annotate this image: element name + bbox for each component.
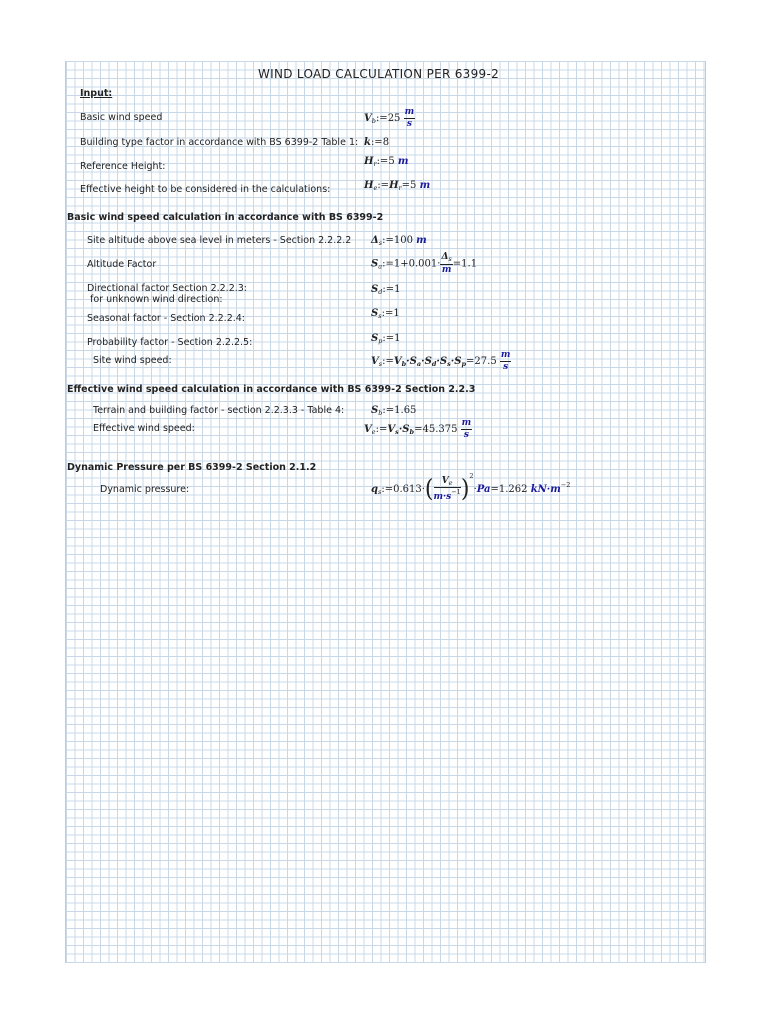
label-dynamic-pressure: Dynamic pressure: bbox=[100, 484, 190, 495]
label-effective-wind-speed: Effective wind speed: bbox=[93, 423, 195, 434]
page-title: WIND LOAD CALCULATION PER 6399-2 bbox=[258, 67, 500, 81]
label-seasonal-factor: Seasonal factor - Section 2.2.2.4: bbox=[87, 313, 246, 324]
eq-directional-factor: $S_d:=1$ bbox=[371, 284, 401, 296]
label-building-type-factor: Building type factor in accordance with BS 6399-2 Table 1: bbox=[80, 137, 359, 148]
eq-terrain-building-factor: $S_b:=1.65$ bbox=[371, 405, 417, 417]
label-altitude-factor: Altitude Factor bbox=[87, 259, 157, 270]
section-dynamic-pressure: Dynamic Pressure per BS 6399-2 Section 2.1.2 bbox=[67, 462, 317, 473]
label-probability-factor: Probability factor - Section 2.2.2.5: bbox=[87, 337, 253, 348]
label-basic-wind-speed: Basic wind speed bbox=[80, 112, 163, 123]
section-basic-wind-speed: Basic wind speed calculation in accordance with BS 6399-2 bbox=[67, 212, 384, 223]
label-directional-factor: Directional factor Section 2.2.2.3: bbox=[87, 283, 248, 294]
eq-probability-factor: $S_p:=1$ bbox=[371, 333, 401, 345]
eq-building-type-factor: k:=8 bbox=[364, 137, 390, 148]
label-site-wind-speed: Site wind speed: bbox=[93, 355, 172, 366]
eq-effective-height: $H_e:=H_r=5$ m bbox=[364, 180, 431, 192]
label-reference-height: Reference Height: bbox=[80, 161, 166, 172]
eq-reference-height: $H_r:=5$ m bbox=[364, 156, 409, 168]
eq-altitude-factor: $S_a:=1+0.001\cdot$ $\frac{\Delta_s}{m}$ =1.1 bbox=[371, 252, 478, 275]
eq-effective-wind-speed: $V_e:=V_s\cdot S_b=45.375$ $\frac{m}{s}$ bbox=[364, 418, 472, 440]
input-heading: Input: bbox=[80, 88, 113, 99]
label-directional-factor-note: for unknown wind direction: bbox=[90, 294, 223, 305]
eq-dynamic-pressure: $q_s:=0.613\cdot$( $\frac{V_e}{m\cdot s^{-1}}$ )$^2$·Pa=1.262 $kN\cdot m^{-2}$ bbox=[371, 472, 571, 503]
eq-site-wind-speed: $V_s:=V_b\cdot S_a\cdot S_d\cdot S_s\cdot S_p=27.5$ $\frac{m}{s}$ bbox=[371, 350, 511, 372]
eq-seasonal-factor: $S_s:=1$ bbox=[371, 308, 400, 320]
section-effective-wind-speed: Effective wind speed calculation in accordance with BS 6399-2 Section 2.2.3 bbox=[67, 384, 476, 395]
label-site-altitude: Site altitude above sea level in meters - Section 2.2.2.2 bbox=[87, 235, 352, 246]
eq-site-altitude: $\Delta_s:=100$ m bbox=[371, 235, 427, 247]
label-terrain-building-factor: Terrain and building factor - section 2.2.3.3 - Table 4: bbox=[93, 405, 345, 416]
label-effective-height: Effective height to be considered in the calculations: bbox=[80, 184, 331, 195]
worksheet-grid bbox=[65, 61, 706, 963]
eq-basic-wind-speed: $V_b:=25$ $\frac{m}{s}$ bbox=[364, 107, 415, 129]
